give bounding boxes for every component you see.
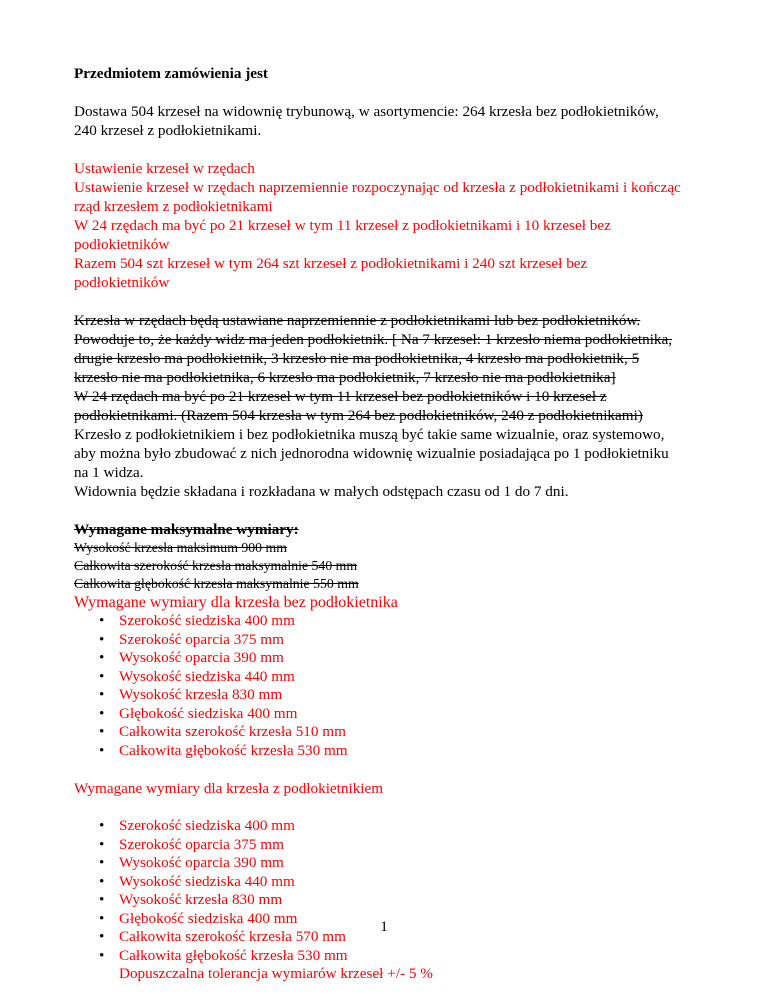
bullet-icon: • [99, 612, 105, 629]
red-line: Ustawienie krzeseł w rzędach naprzemiennie rozpoczynając od krzesła z podłokietnikami i kończąc [74, 179, 681, 196]
bullet-icon: • [99, 854, 105, 871]
list-item: • Wysokość oparcia 390 mm [99, 649, 284, 666]
uniformity-paragraph [74, 425, 714, 501]
red-line: Ustawienie krzeseł w rzędach [74, 160, 255, 177]
red-line: W 24 rzędach ma być po 21 krzeseł w tym 11 krzeseł z podłokietnikami i 10 krzeseł bez [74, 217, 611, 234]
bullet-icon: • [99, 667, 105, 685]
bullet-icon: • [99, 817, 105, 834]
bullet-icon: • [99, 630, 105, 648]
red-line: rząd krzesłem z podłokietnikami [74, 198, 273, 215]
list-item: • Wysokość oparcia 390 mm [99, 854, 284, 871]
list-item: • Głębokość siedziska 400 mm [99, 704, 298, 722]
struck-line: Powoduje to, że każdy widz ma jeden podłokietnik. [ Na 7 krzeseł: 1 krzesło niema podłokietnika, [74, 331, 673, 348]
intro-paragraph [74, 102, 714, 140]
list-item: • Szerokość siedziska 400 mm [99, 612, 295, 629]
list-item: • Wysokość krzesła 830 mm [99, 891, 283, 908]
normal-line: Krzesło z podłokietnikiem i bez podłokietnika muszą być takie same wizualnie, oraz systemowo, [74, 426, 665, 443]
max-dimension-line: Całkowita szerokość krzesła maksymalnie 540 mm [74, 558, 358, 573]
intro-line: Dostawa 504 krzeseł na widownię trybunową, w asortymencie: 264 krzesła bez podłokietników, [74, 103, 659, 120]
bullet-icon: • [99, 741, 105, 759]
max-dimensions-struck [74, 520, 714, 593]
list-item: • Całkowita głębokość krzesła 530 mm [99, 946, 348, 964]
document-page [74, 64, 714, 984]
with-armrest-heading: Wymagane wymiary dla krzesła z podłokietnikiem [74, 780, 384, 797]
bullet-icon: • [99, 723, 105, 740]
bullet-icon: • [99, 909, 105, 927]
max-dimension-line: Wysokość krzesła maksimum 900 mm [74, 540, 287, 555]
no-armrest-list [74, 612, 714, 760]
normal-line: Widownia będzie składana i rozkładana w małych odstępach czasu od 1 do 7 dni. [74, 483, 569, 500]
list-item: • Głębokość siedziska 400 mm [99, 909, 298, 927]
list-item: • Całkowita szerokość krzesła 510 mm [99, 723, 346, 740]
list-item: • Całkowita głębokość krzesła 530 mm [99, 741, 348, 759]
bullet-icon: • [99, 872, 105, 890]
struck-line: krzesło nie ma podłokietnika, 6 krzesło ma podłokietnik, 7 krzesło nie ma podłokietnika] [74, 369, 616, 386]
bullet-icon: • [99, 704, 105, 722]
red-line: podłokietników [74, 236, 170, 253]
with-armrest-list [74, 817, 714, 965]
struck-line: podłokietnikami. (Razem 504 krzesła w tym 264 bez podłokietników, 240 z podłokietnikami) [74, 407, 643, 424]
row-arrangement-struck [74, 311, 714, 425]
bullet-icon: • [99, 649, 105, 666]
list-item: • Wysokość siedziska 440 mm [99, 872, 295, 890]
tolerance-note: Dopuszczalna tolerancja wymiarów krzeseł +/- 5 % [119, 965, 433, 982]
list-item: • Wysokość krzesła 830 mm [99, 686, 283, 703]
max-dimensions-heading: Wymagane maksymalne wymiary: [74, 521, 299, 538]
struck-line: drugie krzesło ma podłokietnik, 3 krzesło nie ma podłokietnika, 4 krzesło ma podłokietnik, 5 [74, 350, 640, 367]
red-line: podłokietników [74, 274, 170, 291]
list-item: • Całkowita szerokość krzesła 570 mm [99, 928, 346, 945]
document-title: Przedmiotem zamówienia jest [74, 65, 268, 82]
bullet-icon: • [99, 946, 105, 964]
bullet-icon: • [99, 891, 105, 908]
intro-line: 240 krzeseł z podłokietnikami. [74, 122, 262, 139]
bullet-icon: • [99, 928, 105, 945]
struck-line: W 24 rzędach ma być po 21 krzeseł w tym 11 krzeseł bez podłokietników i 10 krzeseł z [74, 388, 607, 405]
no-armrest-heading: Wymagane wymiary dla krzesła bez podłokietnika [74, 594, 398, 611]
list-item: • Szerokość siedziska 400 mm [99, 817, 295, 834]
list-item: • Szerokość oparcia 375 mm [99, 630, 284, 648]
list-item: • Wysokość siedziska 440 mm [99, 667, 295, 685]
struck-line: Krzesła w rzędach będą ustawiane naprzemiennie z podłokietnikami lub bez podłokietników. [74, 312, 641, 329]
red-line: Razem 504 szt krzeseł w tym 264 szt krzeseł z podłokietnikami i 240 szt krzeseł bez [74, 255, 588, 272]
bullet-icon: • [99, 686, 105, 703]
list-item: • Szerokość oparcia 375 mm [99, 835, 284, 853]
bullet-icon: • [99, 835, 105, 853]
normal-line: na 1 widza. [74, 464, 144, 481]
page-number: 1 [380, 918, 388, 935]
row-arrangement-red [74, 159, 714, 292]
max-dimension-line: Całkowita głębokość krzesła maksymalnie 550 mm [74, 576, 359, 591]
normal-line: aby można było zbudować z nich jednorodna widownię wizualnie posiadająca po 1 podłokietniku [74, 445, 669, 462]
